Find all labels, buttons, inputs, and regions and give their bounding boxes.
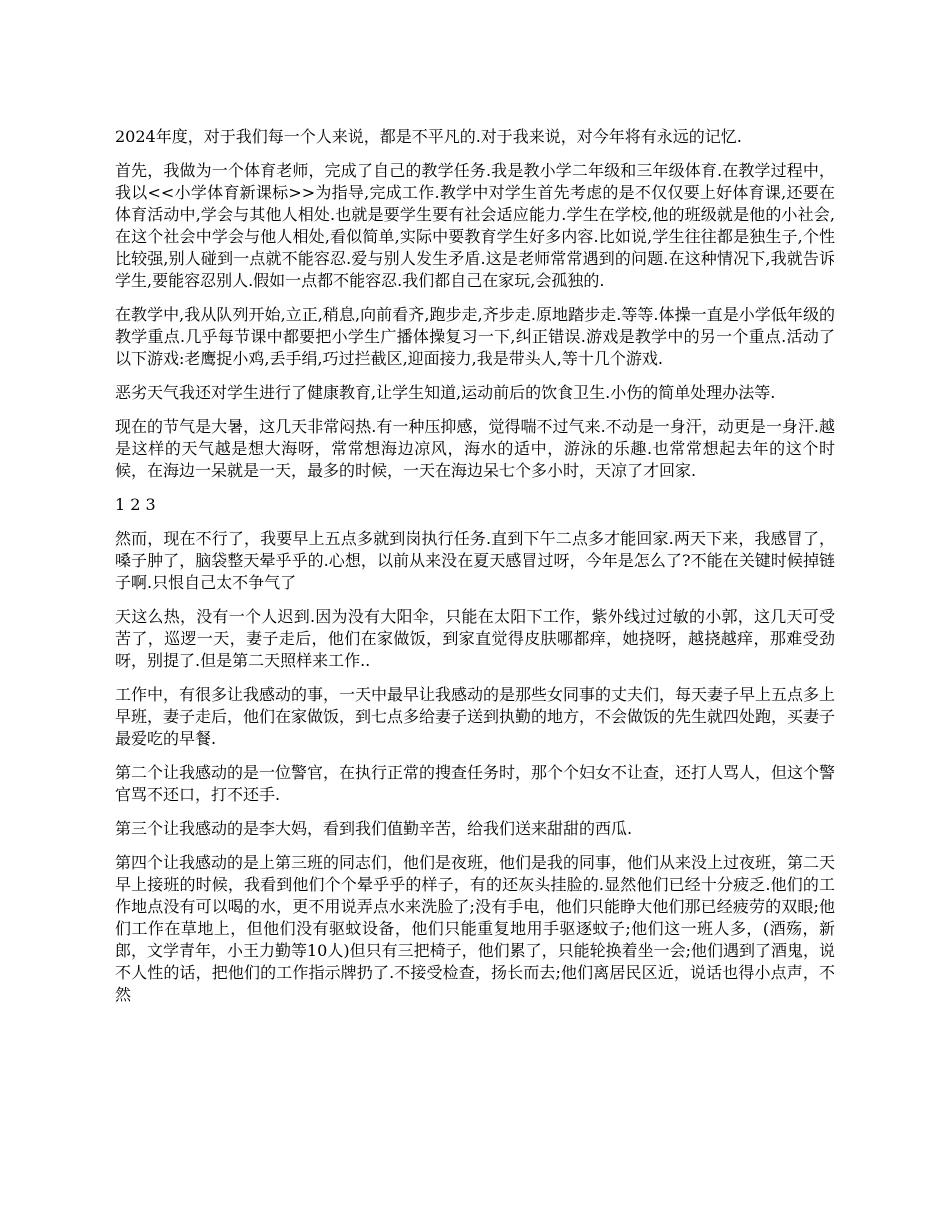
- health-education-paragraph: 恶劣天气我还对学生进行了健康教育,让学生知道,运动前后的饮食卫生.小伤的简单处理办法等.: [115, 383, 776, 402]
- document-page: [115, 126, 835, 1018]
- page-number-line: 1 2 3: [115, 495, 156, 514]
- teaching-content-paragraph: 在教学中,我从队列开始,立正,稍息,向前看齐,跑步走,齐步走.原地踏步走.等等.体操一直是小学低年级的教学重点.几乎每节课中都要把小学生广播体操复习一下,纠正错误.游戏是教学中的另一个重点.活动了以下游戏:老鹰捉小鸡,丢手绢,巧过拦截区,迎面接力,我是带头人,等十几个游戏.: [115, 305, 835, 368]
- intro-paragraph: 2024年度，对于我们每一个人来说，都是不平凡的.对于我来说，对今年将有永远的记忆.: [115, 127, 742, 146]
- heat-paragraph: 天这么热，没有一个人迟到.因为没有大阳伞，只能在太阳下工作，紫外线过过敏的小郭，这几天可受苦了，巡逻一天，妻子走后，他们在家做饭，到家直觉得皮肤哪都痒，她挠呀，越挠越痒，那难受劲呀，别提了.但是第二天照样来工作..: [115, 607, 835, 670]
- summer-weather-paragraph: 现在的节气是大暑，这几天非常闷热.有一种压抑感，觉得喘不过气来.不动是一身汗，动更是一身汗.越是这样的天气越是想大海呀，常常想海边凉风，海水的适中，游泳的乐趣.也常常想起去年的这个时候，在海边一呆就是一天，最多的时候，一天在海边呆七个多小时，天凉了才回家.: [115, 417, 835, 480]
- teaching-tasks-paragraph: 首先，我做为一个体育老师，完成了自己的教学任务.我是教小学二年级和三年级体育.在教学过程中，我以<<小学体育新课标>>为指导,完成工作.教学中对学生首先考虑的是不仅仅要上好体育课,还要在体育活动中,学会与其他人相处.也就是要学生要有社会适应能力.学生在学校,他的班级就是他的小社会,在这个社会中学会与他人相处,看似简单,实际中要教育学生好多内容.比如说,学生往往都是独生子,个性比较强,别人碰到一点就不能容忍.爱与别人发生矛盾.这是老师常常遇到的问题.在这种情况下,我就告诉学生,要能容忍别人.假如一点都不能容忍.我们都自己在家玩,会孤独的.: [115, 161, 835, 290]
- moving-things-paragraph: 工作中，有很多让我感动的事，一天中最早让我感动的是那些女同事的丈夫们，每天妻子早上五点多上早班，妻子走后，他们在家做饭，到七点多给妻子送到执勤的地方，不会做饭的先生就四处跑，买妻子最爱吃的早餐.: [115, 685, 836, 748]
- fourth-moving-paragraph: 第四个让我感动的是上第三班的同志们，他们是夜班，他们是我的同事，他们从来没上过夜班，第二天早上接班的时候，我看到他们个个晕乎乎的样子，有的还灰头挂脸的.显然他们已经十分疲乏.他们的工作地点没有可以喝的水，更不用说弄点水来洗脸了;没有手电，他们只能睁大他们那已经疲劳的双眼;他们工作在草地上，但他们没有驱蚊设备，他们只能重复地用手驱逐蚊子;他们这一班人多，(酒殇，新郎，文学青年，小王力勤等10人)但只有三把椅子，他们累了，只能轮换着坐一会;他们遇到了酒鬼，说不人性的话，把他们的工作指示牌扔了.不接受检查，扬长而去;他们离居民区近，说话也得小点声，不然: [115, 853, 836, 1004]
- second-moving-paragraph: 第二个让我感动的是一位警官，在执行正常的搜查任务时，那个个妇女不让查，还打人骂人，但这个警官骂不还口，打不还手.: [115, 763, 836, 804]
- duty-paragraph: 然而，现在不行了，我要早上五点多就到岗执行任务.直到下午二点多才能回家.两天下来，我感冒了，嗓子肿了，脑袋整天晕乎乎的.心想，以前从来没在夏天感冒过呀，今年是怎么了?不能在关键时候掉链子啊.只恨自己太不争气了: [115, 529, 835, 592]
- third-moving-paragraph: 第三个让我感动的是李大妈，看到我们值勤辛苦，给我们送来甜甜的西瓜.: [115, 819, 633, 838]
